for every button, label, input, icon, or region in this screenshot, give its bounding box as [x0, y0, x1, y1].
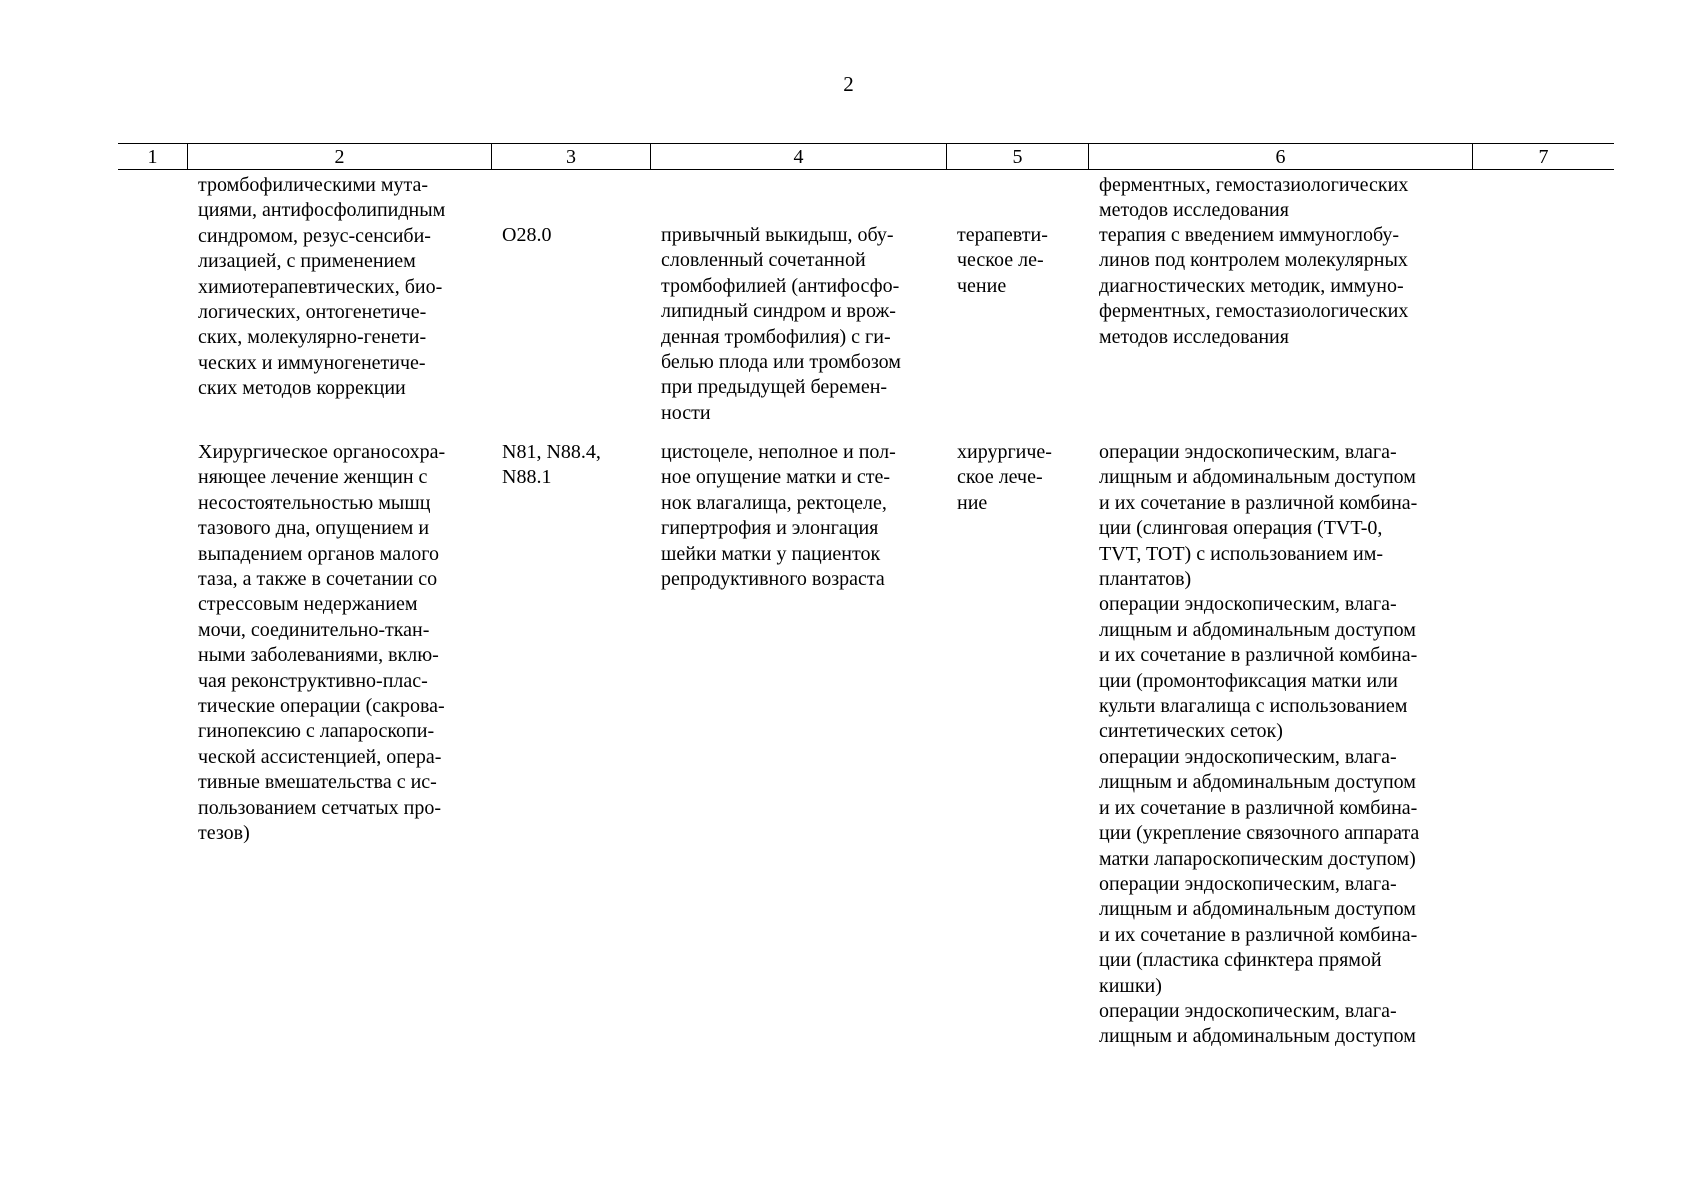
row-b-treatment-method: операции эндоскопическим, влага- лищным и абдоминальным доступом и их сочетание в различной комбина- ции (слинговая операция (TVT-0, TVT, TOT) с использованием им- плантатов) операции эндоскопическим, влага- лищным и абдоминальным доступом и их сочетание в различной комбина- ции (промонтофиксация матки или культи влагалища с использованием синтетических сеток) операции эндоскопическим, влага- лищным и абдоминальным доступом и их сочетание в различной комбина- ции (укрепление связочного аппарата матки лапароскопическим доступом) операции эндоскопическим, влага- лищным и абдоминальным доступом и их сочетание в различной комбина- ции (пластика сфинктера прямой кишки) операции эндоскопическим, влага- лищным и абдоминальным доступом — [1099, 441, 1420, 1048]
row-a-treatment-method: терапия с введением иммуноглобу- линов под контролем молекулярных диагностических методик, иммуно- ферментных, гемостазиологических методов исследования — [1099, 224, 1409, 348]
row-b-treatment-name: Хирургическое органосохра- няющее лечение женщин с несостоятельностью мышц тазового дна, опущением и выпадением органов малого таза, а также в сочетании со стрессовым недержанием мочи, соединительно-ткан- ными заболеваниями, вклю- чая реконструктивно-плас- тические операции (сакрова- гинопексию с лапароскопи- ческой ассистенцией, опера- тивные вмешательства с ис- пользованием сетчатых про- тезов) — [198, 441, 446, 845]
header-col-7: 7 — [1538, 146, 1549, 168]
continuation-treatment-name: тромбофилическими мута- циями, антифосфолипидным синдромом, резус-сенсиби- лизацией, с применением химиотерапевтических, био- логических, онтогенетиче- ских, молекулярно-генети- ческих и иммуногенетиче- ских методов коррекции — [198, 174, 446, 400]
continuation-method: ферментных, гемостазиологических методов исследования — [1099, 174, 1409, 222]
page-number: 2 — [843, 72, 854, 96]
table-header-bottom-rule — [118, 169, 1614, 170]
header-col-4: 4 — [793, 146, 804, 168]
header-col-3: 3 — [566, 146, 576, 168]
table-header-top-rule — [118, 143, 1614, 144]
row-a-treatment-type: терапевти- ческое ле- чение — [957, 224, 1048, 297]
row-b-diagnosis: цистоцеле, неполное и пол- ное опущение матки и сте- нок влагалища, ректоцеле, гипертрофия и элонгация шейки матки у пациенток репродуктивного возраста — [661, 441, 896, 591]
header-col-1: 1 — [147, 146, 158, 168]
row-a-diagnosis: привычный выкидыш, обу- словленный сочетанной тромбофилией (антифосфо- липидный синдром и врож- денная тромбофилия) с ги- белью плода или тромбозом при предыдущей беремен- ности — [661, 224, 901, 424]
header-col-5: 5 — [1012, 146, 1023, 168]
row-b-treatment-type: хирургиче- ское лече- ние — [957, 441, 1052, 514]
row-a-icd-code: O28.0 — [502, 224, 552, 246]
header-col-6: 6 — [1275, 146, 1286, 168]
row-b-icd-code: N81, N88.4, N88.1 — [502, 441, 601, 489]
header-col-2: 2 — [334, 146, 345, 168]
